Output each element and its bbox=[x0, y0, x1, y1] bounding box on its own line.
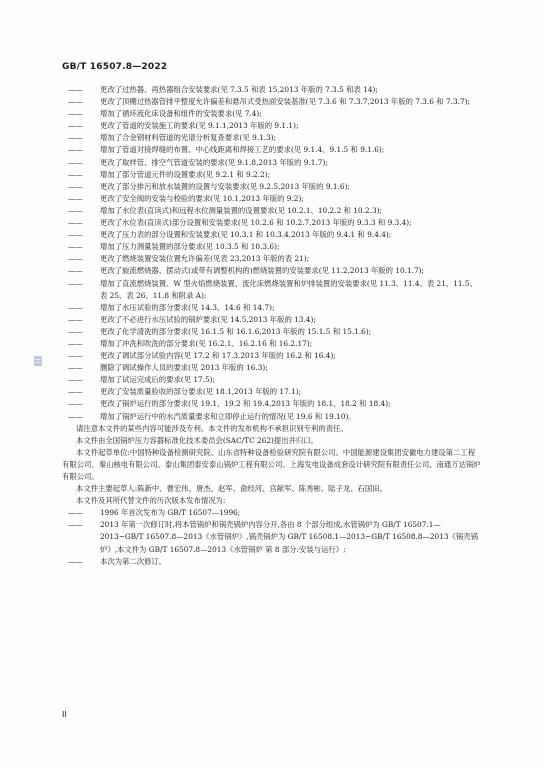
change-list bbox=[62, 84, 482, 423]
body-paragraph: 请注意本文件的某些内容可能涉及专利。本文件的发布机构不承担识别专利的责任。 bbox=[76, 423, 348, 433]
change-item bbox=[62, 229, 482, 241]
list-dash: —— bbox=[68, 302, 83, 312]
list-item-text: 更改了锅炉运行的部分要求(见 19.1、19.2 和 19.4,2013 年版的 18.1、18.2 和 18.4); bbox=[100, 399, 391, 409]
list-item-text: 增加了部分管道元件的设置要求(见 9.2.1 和 9.2.2); bbox=[100, 169, 271, 179]
list-dash: —— bbox=[68, 254, 83, 264]
list-item-text: 更改了管道的安装施工的要求(见 9.1.1,2013 年版的 9.1.1); bbox=[100, 121, 299, 131]
list-item-text: 增加了试运完成后的要求(见 17.5); bbox=[100, 375, 216, 385]
list-dash: —— bbox=[68, 145, 83, 155]
list-item-text: 增加了合金钢材料管道的光谱分析复查要求(见 9.1.3); bbox=[100, 133, 277, 143]
list-dash: —— bbox=[68, 520, 83, 530]
paragraph-list bbox=[62, 423, 482, 508]
change-item bbox=[62, 217, 482, 229]
change-item bbox=[62, 157, 482, 169]
list-item-text: 增加了锅炉运行中的水汽质量要求和立即停止运行的情况(见 19.6 和 19.10)。 bbox=[100, 411, 356, 421]
list-item-text: 本次为第二次修订。 bbox=[100, 556, 167, 566]
body-paragraph: 本文件起草单位:中国特种设备检测研究院、山东省特种设备检验研究院有限公司、中国能源建设集团安徽电力建设第二工程有限公司、秦山核电有限公司、泰山集团泰安泰山锅炉工程有限公司、上海发电设备成套设计研究院有限责任公司、南通万达锅炉有限公司。 bbox=[62, 447, 481, 481]
list-dash: —— bbox=[68, 121, 83, 131]
change-item bbox=[62, 302, 482, 314]
list-dash: —— bbox=[68, 133, 83, 143]
list-item-text: 更改了安装质量验收的部分要求(见 18.1,2013 年版的 17.1); bbox=[100, 387, 302, 397]
list-dash: —— bbox=[68, 351, 83, 361]
change-item bbox=[62, 193, 482, 205]
change-item bbox=[62, 96, 482, 108]
change-item bbox=[62, 278, 482, 302]
change-item bbox=[62, 108, 482, 120]
list-item-text: 增加了水压试验的部分要求(见 14.3、14.6 和 14.7); bbox=[100, 302, 275, 312]
change-item bbox=[62, 314, 482, 326]
list-dash: —— bbox=[68, 375, 83, 385]
list-dash: —— bbox=[68, 157, 83, 167]
list-item-text: 更改了化学清洗的部分要求(见 16.1.5 和 16.1.6,2013 年版的 15.1.5 和 15.1.6); bbox=[100, 326, 372, 336]
list-item-text: 更改了燃烧装置安装位置允许偏差(见表 23,2013 年版的表 21); bbox=[100, 254, 310, 264]
list-item-text: 增加了直流燃烧装置、W 型火焰燃烧装置、流化床燃烧装置和炉排装置的安装要求(见 11.3、11.4、表 21、11.5、表 25、表 26、11.8 和附录 A); bbox=[100, 278, 477, 300]
change-item bbox=[62, 398, 482, 410]
list-item-text: 更改了旋流燃烧器、摆动式(或带有调整机构的)燃烧装置的安装要求(见 11.2,2013 年版的 10.1.7); bbox=[100, 266, 425, 276]
list-dash: —— bbox=[68, 278, 83, 288]
list-dash: —— bbox=[68, 242, 83, 252]
change-item bbox=[62, 411, 482, 423]
list-item-text: 更改了安全阀的安装与校验的要求(见 10.1,2013 年版的 9.2); bbox=[100, 193, 304, 203]
list-item-text: 更改了水位表(直读式)部分设置和安装要求(见 10.2.6 和 10.2.7,2013 年版的 9.3.3 和 9.3.4); bbox=[100, 218, 412, 228]
change-item bbox=[62, 181, 482, 193]
change-item bbox=[62, 169, 482, 181]
change-item bbox=[62, 265, 482, 277]
list-dash: —— bbox=[68, 109, 83, 119]
list-dash: —— bbox=[68, 230, 83, 240]
list-dash: —— bbox=[68, 85, 83, 94]
side-tab-icon bbox=[34, 356, 42, 366]
list-dash: —— bbox=[68, 218, 83, 228]
list-dash: —— bbox=[68, 169, 83, 179]
list-dash: —— bbox=[68, 411, 83, 421]
list-item-text: 更改了调试部分试验内容(见 17.2 和 17.3,2013 年版的 16.2 和 16.4); bbox=[100, 351, 336, 361]
list-dash: —— bbox=[68, 363, 83, 373]
list-item-text: 增加了管道对接焊缝的布置、中心线距离和焊接工艺的要求(见 9.1.4、9.1.5 和 9.1.6); bbox=[100, 145, 385, 155]
change-item bbox=[62, 144, 482, 156]
list-dash: —— bbox=[68, 556, 83, 566]
list-item-text: 更改了压力表的部分设置和安装要求(见 10.3.1 和 10.3.4,2013 年版的 9.4.1 和 9.4.4); bbox=[100, 230, 392, 240]
change-item bbox=[62, 84, 482, 96]
list-dash: —— bbox=[68, 508, 83, 518]
list-dash: —— bbox=[68, 266, 83, 276]
change-item bbox=[62, 132, 482, 144]
change-item bbox=[62, 374, 482, 386]
list-item-text: 增加了循环流化床设备和组件的安装要求(见 7.4); bbox=[100, 109, 262, 119]
change-item bbox=[62, 326, 482, 338]
list-dash: —— bbox=[68, 314, 83, 324]
list-item-text: 增加了压力测量装置的部分要求(见 10.3.5 和 10.3.6); bbox=[100, 242, 280, 252]
list-item-text: 更改了部分排污和放水装置的设置与安装要求(见 9.2.5,2013 年版的 9.1.6); bbox=[100, 181, 350, 191]
change-item bbox=[62, 338, 482, 350]
list-dash: —— bbox=[68, 205, 83, 215]
list-dash: —— bbox=[68, 326, 83, 336]
change-item bbox=[62, 350, 482, 362]
body-paragraph: 本文件及其所代替文件的历次版本发布情况为: bbox=[76, 496, 226, 506]
list-dash: —— bbox=[68, 338, 83, 348]
list-dash: —— bbox=[68, 181, 83, 191]
list-dash: —— bbox=[68, 97, 83, 107]
document-body bbox=[62, 84, 482, 568]
list-item-text: 更改了顶棚过热器管排平整度允许偏差和悬吊式受热面安装基准(见 7.3.6 和 7.3.7,2013 年版的 7.3.6 和 7.3.7); bbox=[100, 97, 470, 107]
list-dash: —— bbox=[68, 193, 83, 203]
document-code: GB/T 16507.8—2022 bbox=[62, 62, 168, 72]
list-item-text: 更改了不必进行水压试验的锅炉要求(见 14.5,2013 年版的 13.4); bbox=[100, 314, 316, 324]
change-item bbox=[62, 205, 482, 217]
list-dash: —— bbox=[68, 399, 83, 409]
list-item-text: 增加了冲洗和吹洗的部分要求(见 16.2.1、16.2.16 和 16.2.17); bbox=[100, 338, 313, 348]
list-dash: —— bbox=[68, 387, 83, 397]
body-paragraph: 本文件由全国锅炉压力容器标准化技术委员会(SAC/TC 262)提出并归口。 bbox=[76, 435, 318, 445]
change-item bbox=[62, 362, 482, 374]
list-item-text: 更改了过热器、再热器组合安装要求(见 7.3.5 和表 15,2013 年版的 7.3.5 和表 14); bbox=[100, 85, 378, 94]
history-item bbox=[62, 519, 482, 555]
body-paragraph: 本文件主要起草人:陈新中、曹宏伟、唐杰、赵军、俞经河、宫献军、陈秀彬、陆子龙、石国田。 bbox=[76, 484, 387, 494]
list-item-text: 1996 年首次发布为 GB/T 16507—1996; bbox=[100, 508, 241, 518]
list-item-text: 更改了取样管、排空气管道安装的要求(见 9.1.8,2013 年版的 9.1.7); bbox=[100, 157, 328, 167]
change-item bbox=[62, 386, 482, 398]
history-item bbox=[62, 556, 482, 568]
history-list bbox=[62, 507, 482, 567]
page-number: II bbox=[62, 710, 67, 719]
list-item-text: 2013 年第一次修订时,将本管锅炉和锅壳锅炉内容分开,各由 8 个部分组成,水管锅炉为 GB/T 16507.1—2013~GB/T 16507.8—2013《水管锅炉》,锅壳锅炉为 GB/T 16508.1—2013~GB/T 16508.8—2013《锅壳锅炉》,本文件为 GB/T 16507.8—2013《水管锅炉 第 8 部分:安装与运行》; bbox=[100, 520, 478, 554]
change-item bbox=[62, 241, 482, 253]
list-item-text: 增加了水位表(直读式)和远程水位测量装置的设置要求(见 10.2.1、10.2.2 和 10.2.3); bbox=[100, 205, 382, 215]
history-item bbox=[62, 507, 482, 519]
change-item bbox=[62, 253, 482, 265]
change-item bbox=[62, 120, 482, 132]
list-item-text: 删除了调试操作人员的要求(见 2013 年版的 16.3); bbox=[100, 363, 268, 373]
